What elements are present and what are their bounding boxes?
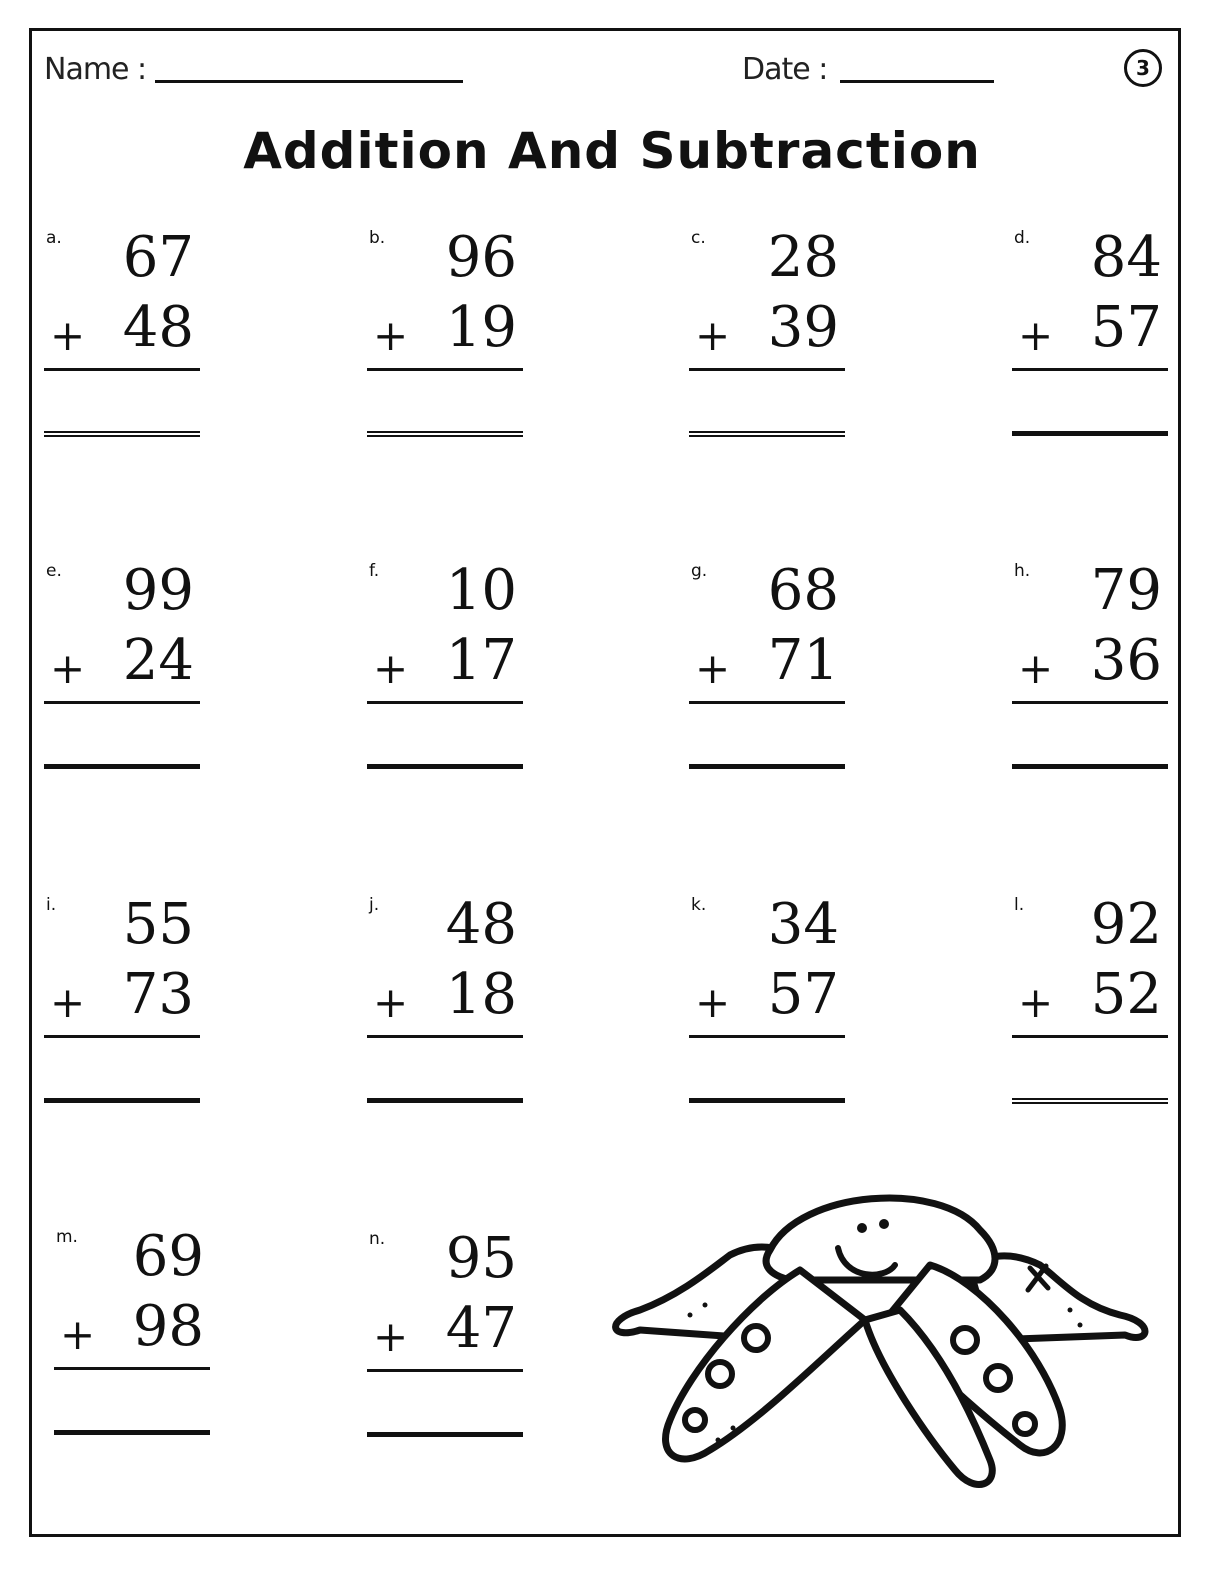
worksheet-title: Addition And Subtraction (243, 122, 981, 180)
top-number: 55 (122, 892, 194, 957)
top-number: 95 (445, 1226, 517, 1291)
bottom-number: 73 (122, 962, 194, 1027)
answer-line[interactable] (689, 764, 845, 769)
problem-h (1012, 558, 1172, 781)
bottom-number: 52 (1090, 962, 1162, 1027)
plus-sign: + (373, 644, 409, 693)
bottom-number: 57 (1090, 295, 1162, 360)
top-number: 10 (445, 558, 517, 623)
top-number: 79 (1090, 558, 1162, 623)
problem-label: b. (369, 228, 386, 248)
bottom-number: 17 (445, 628, 517, 693)
problem-label: h. (1014, 561, 1031, 581)
bottom-number: 18 (445, 962, 517, 1027)
answer-line[interactable] (367, 431, 523, 433)
problem-label: a. (46, 228, 62, 248)
bottom-number: 57 (767, 962, 839, 1027)
top-number: 67 (122, 225, 194, 290)
bottom-number: 24 (122, 628, 194, 693)
bottom-number: 98 (132, 1294, 204, 1359)
sum-rule (44, 701, 200, 704)
problem-label: j. (369, 895, 380, 915)
top-number: 28 (767, 225, 839, 290)
answer-line[interactable] (54, 1430, 210, 1435)
bottom-number: 39 (767, 295, 839, 360)
answer-line[interactable] (367, 1432, 523, 1437)
plus-sign: + (695, 644, 731, 693)
sum-rule (1012, 1035, 1168, 1038)
problem-b (367, 225, 527, 448)
problem-n (367, 1226, 527, 1449)
answer-line[interactable] (1012, 764, 1168, 769)
page-number-badge: 3 (1124, 49, 1162, 87)
plus-sign: + (50, 978, 86, 1027)
problem-k (689, 892, 849, 1115)
sum-rule (44, 1035, 200, 1038)
answer-line[interactable] (44, 1098, 200, 1103)
problem-a (44, 225, 204, 448)
top-number: 69 (132, 1224, 204, 1289)
date-label: Date : (742, 52, 828, 87)
sum-rule (367, 1369, 523, 1372)
problem-label: e. (46, 561, 62, 581)
plus-sign: + (1018, 311, 1054, 360)
plus-sign: + (373, 311, 409, 360)
problem-j (367, 892, 527, 1115)
problem-i (44, 892, 204, 1115)
bottom-number: 36 (1090, 628, 1162, 693)
problem-label: n. (369, 1229, 386, 1249)
problem-e (44, 558, 204, 781)
problem-label: l. (1014, 895, 1025, 915)
bottom-number: 48 (122, 295, 194, 360)
problem-m (54, 1224, 214, 1447)
answer-line[interactable] (689, 431, 845, 433)
starfish-icon (600, 1170, 1160, 1510)
problem-label: c. (691, 228, 706, 248)
plus-sign: + (50, 311, 86, 360)
sum-rule (54, 1367, 210, 1370)
sum-rule (44, 368, 200, 371)
problem-f (367, 558, 527, 781)
problem-label: k. (691, 895, 707, 915)
plus-sign: + (373, 1312, 409, 1361)
date-input-line[interactable] (840, 80, 994, 83)
sum-rule (689, 701, 845, 704)
problem-label: f. (369, 561, 380, 581)
top-number: 34 (767, 892, 839, 957)
plus-sign: + (695, 311, 731, 360)
top-number: 92 (1090, 892, 1162, 957)
plus-sign: + (1018, 978, 1054, 1027)
plus-sign: + (60, 1310, 96, 1359)
answer-line[interactable] (367, 1098, 523, 1103)
answer-line[interactable] (367, 764, 523, 769)
sum-rule (689, 1035, 845, 1038)
top-number: 96 (445, 225, 517, 290)
problem-c (689, 225, 849, 448)
name-label: Name : (44, 52, 147, 87)
plus-sign: + (695, 978, 731, 1027)
name-input-line[interactable] (155, 80, 463, 83)
top-number: 48 (445, 892, 517, 957)
sum-rule (367, 368, 523, 371)
problem-d (1012, 225, 1172, 448)
plus-sign: + (1018, 644, 1054, 693)
top-number: 68 (767, 558, 839, 623)
plus-sign: + (50, 644, 86, 693)
bottom-number: 19 (445, 295, 517, 360)
problem-label: d. (1014, 228, 1031, 248)
problem-label: g. (691, 561, 708, 581)
bottom-number: 47 (445, 1296, 517, 1361)
bottom-number: 71 (767, 628, 839, 693)
top-number: 84 (1090, 225, 1162, 290)
problem-label: m. (56, 1227, 78, 1247)
answer-line[interactable] (1012, 1098, 1168, 1100)
sum-rule (1012, 701, 1168, 704)
answer-line[interactable] (44, 431, 200, 433)
problem-label: i. (46, 895, 57, 915)
problem-g (689, 558, 849, 781)
problem-l (1012, 892, 1172, 1115)
answer-line[interactable] (44, 764, 200, 769)
plus-sign: + (373, 978, 409, 1027)
answer-line[interactable] (1012, 431, 1168, 436)
sum-rule (689, 368, 845, 371)
sum-rule (367, 701, 523, 704)
sum-rule (367, 1035, 523, 1038)
answer-line[interactable] (689, 1098, 845, 1103)
top-number: 99 (122, 558, 194, 623)
sum-rule (1012, 368, 1168, 371)
